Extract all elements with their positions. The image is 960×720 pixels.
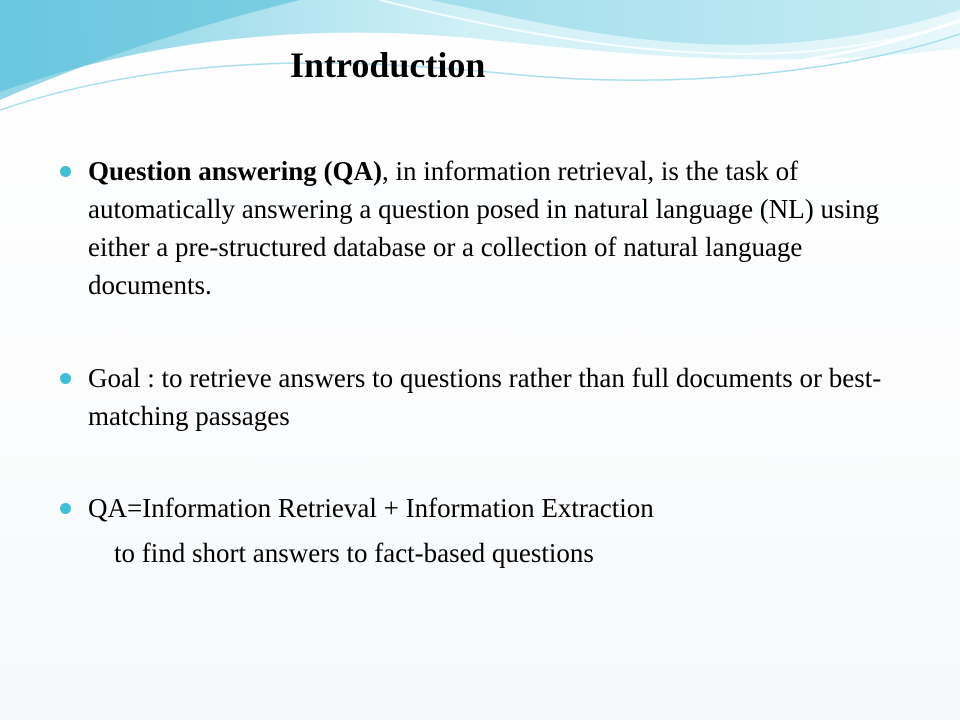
bullet-qa-formula xyxy=(88,489,908,572)
bullet-goal xyxy=(88,359,908,435)
bullet-text: Goal : to retrieve answers to questions rather than full documents or best-matching passages xyxy=(88,363,882,431)
bullet-dot-icon xyxy=(60,503,71,514)
bullet-text: QA=Information Retrieval + Information Extraction xyxy=(88,493,654,523)
bullet-subtext: to find short answers to fact-based questions xyxy=(114,538,594,568)
bullet-dot-icon xyxy=(60,373,71,384)
bullet-dot-icon xyxy=(60,166,71,177)
bullet-body: , in information retrieval, is the task of automatically answering a question posed in natural language (NL) using either a pre-structured database or a collection of natural language documents. xyxy=(88,156,880,300)
bullet-text xyxy=(88,152,908,304)
bullet-qa-definition xyxy=(88,152,908,304)
bullet-bold-term: Question answering (QA) xyxy=(88,156,383,186)
slide-title: Introduction xyxy=(290,45,486,85)
